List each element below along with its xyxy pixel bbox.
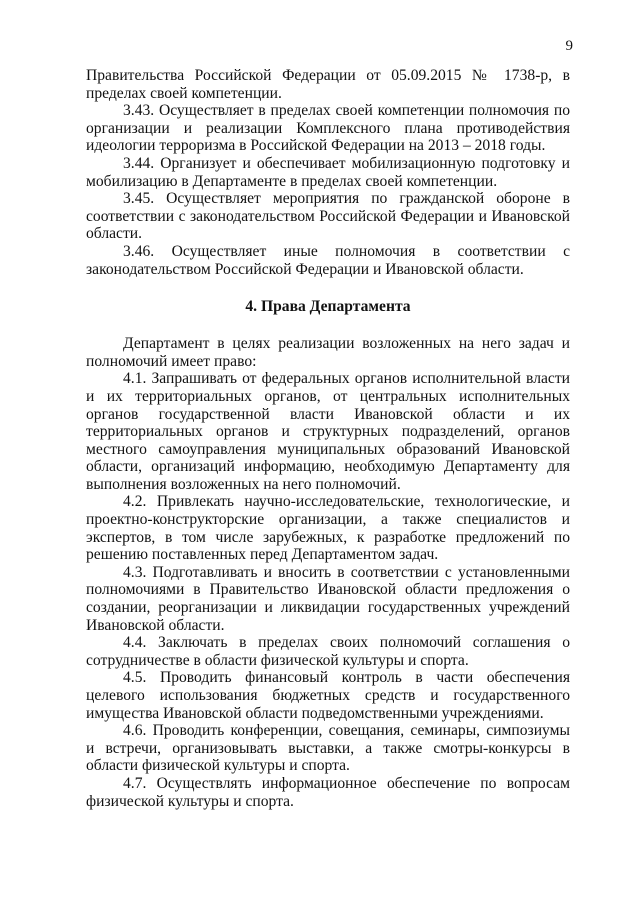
paragraph-4-6: 4.6. Проводить конференции, совещания, семинары, симпозиумы и встречи, организовывать выставки, а также смотры-конкурсы в области физической культуры и спорта. [86,722,570,775]
paragraph-intro: Департамент в целях реализации возложенных на него задач и полномочий имеет право: [86,335,570,370]
paragraph-3-44: 3.44. Организует и обеспечивает мобилизационную подготовку и мобилизацию в Департаменте в пределах своей компетенции. [86,154,570,190]
paragraph-3-46: 3.46. Осуществляет иные полномочия в соответствии с законодательством Российской Федерации и Ивановской области. [86,242,570,278]
paragraph-4-7: 4.7. Осуществлять информационное обеспечение по вопросам физической культуры и спорта. [86,774,570,810]
section-heading: 4. Права Департамента [245,298,411,316]
paragraph-4-1: 4.1. Запрашивать от федеральных органов исполнительной власти и их территориальных органов, от центральных исполнительных органов государственной власти Ивановской области и их территориальных органов и структурных подразделений, органов местного самоуправления муниципальных образований Ивановской области, организаций информацию, необходимую Департаменту для выполнения возложенных на него полномочий. [86,370,570,493]
paragraph-3-43: 3.43. Осуществляет в пределах своей компетенции полномочия по организации и реализации Комплексного плана противодействия идеологии терроризма в Российской Федерации на 2013 – 2018 годы. [86,102,570,155]
document-body [86,67,570,810]
paragraph-3-45: 3.45. Осуществляет мероприятия по гражданской обороне в соответствии с законодательством Российской Федерации и Ивановской области. [86,190,570,243]
paragraph-4-4: 4.4. Заключать в пределах своих полномочий соглашения о сотрудничестве в области физической культуры и спорта. [86,634,570,669]
paragraph-4-2: 4.2. Привлекать научно-исследовательские, технологические, и проектно-конструкторские организации, а также специалистов и экспертов, в том числе зарубежных, к разработке предложений по решению поставленных перед Департаментом задач. [86,493,570,564]
paragraph-4-5: 4.5. Проводить финансовый контроль в части обеспечения целевого использования бюджетных средств и государственного имущества Ивановской области подведомственными учреждениями. [86,669,570,722]
page-number: 9 [565,38,573,54]
paragraph-4-3: 4.3. Подготавливать и вносить в соответствии с установленными полномочиями в Правительство Ивановской области предложения о создании, реорганизации и ликвидации государственных учреждений Ивановской области. [86,563,570,634]
paragraph-continuation: Правительства Российской Федерации от 05.09.2015 № 1738-р, в пределах своей компетенции. [86,67,570,102]
